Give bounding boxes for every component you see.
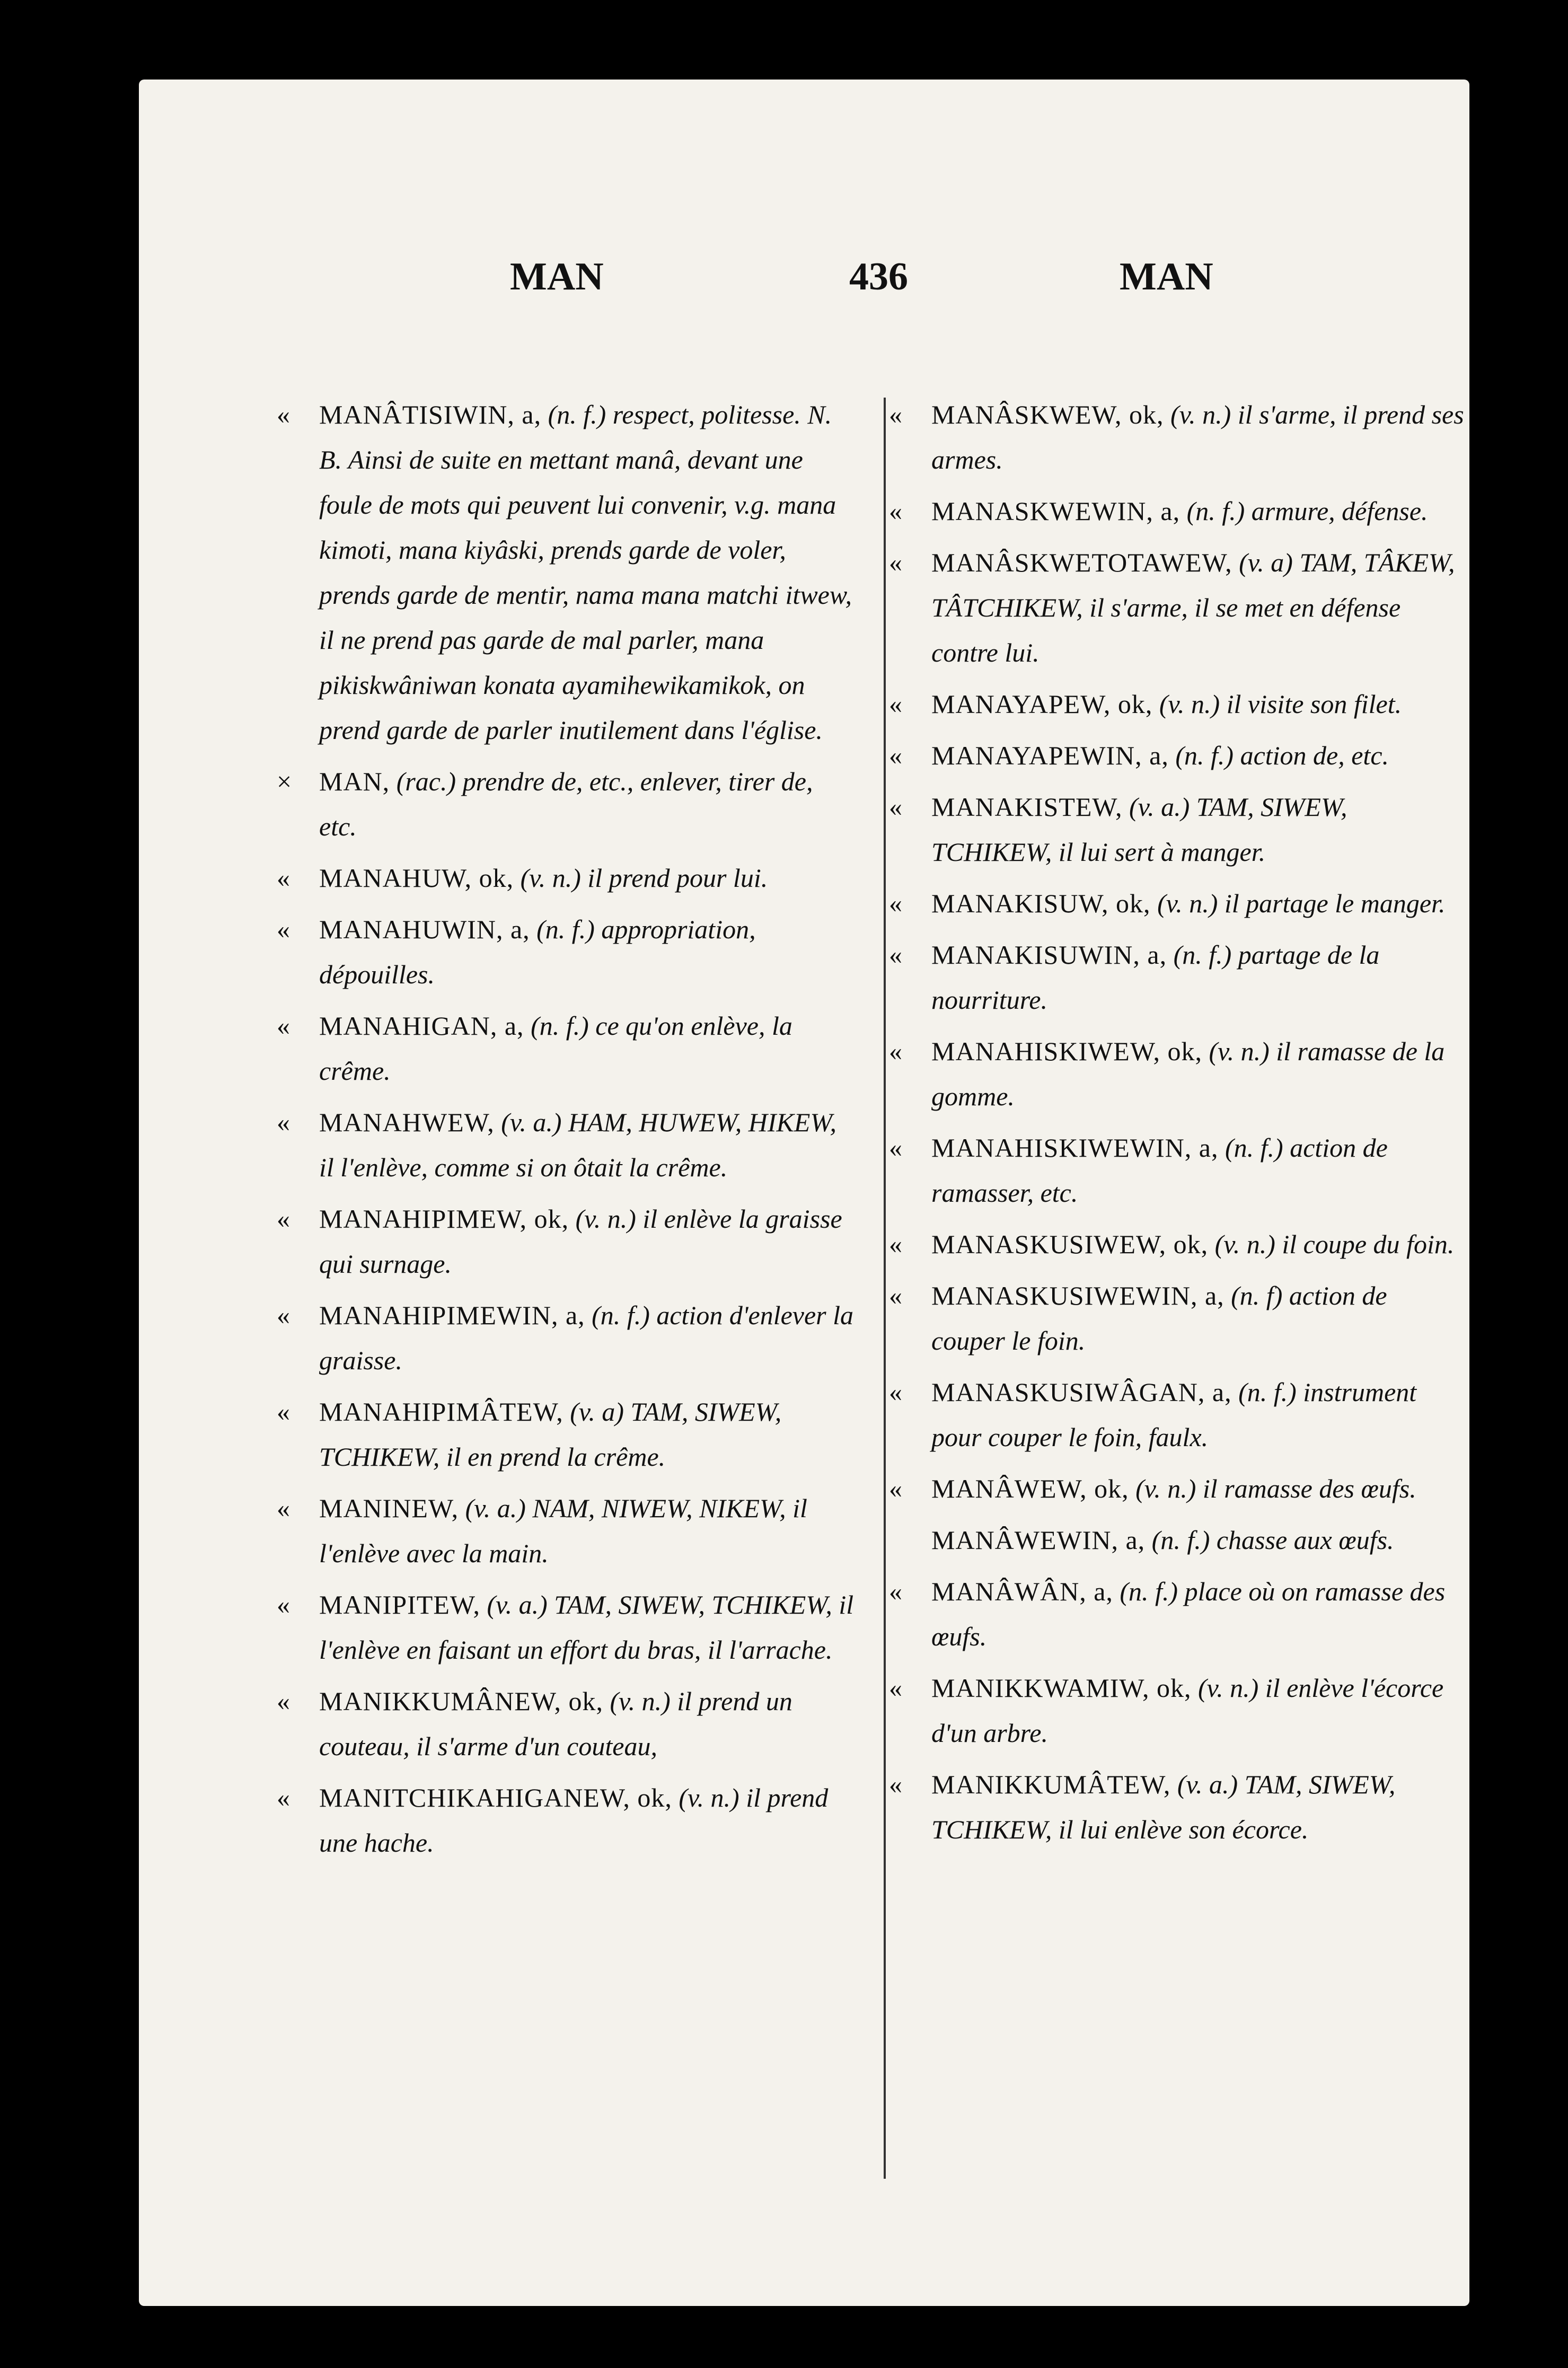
entry-headword: MANAKISUW, ok,: [931, 888, 1151, 918]
entry-headword: MANASKUSIWEW, ok,: [931, 1229, 1209, 1259]
page-header: [139, 254, 1469, 318]
dictionary-entry: [277, 1775, 855, 1865]
entry-marker: «: [889, 1133, 902, 1163]
entry-headword: MANÂWEW, ok,: [931, 1474, 1129, 1503]
entry-marker: ×: [277, 767, 292, 796]
entry-headword: MANAHIPIMEW, ok,: [319, 1204, 569, 1234]
entry-headword: MANASKUSIWÂGAN, a,: [931, 1377, 1232, 1407]
dictionary-entry: [277, 759, 855, 849]
dictionary-entry: [889, 1273, 1467, 1363]
entry-headword: MANASKWEWIN, a,: [931, 496, 1181, 526]
entry-headword: MANAKISUWIN, a,: [931, 940, 1167, 970]
entry-marker: «: [277, 1204, 290, 1234]
dictionary-entry: [889, 1370, 1467, 1460]
dictionary-entry: [889, 392, 1467, 482]
entry-headword: MAN,: [319, 767, 390, 796]
right-column: [889, 392, 1467, 1859]
entry-marker: «: [277, 1011, 290, 1041]
entry-definition: (v. a.) TAM, SIWEW, TCHIKEW, il lui sert à manger.: [931, 792, 1347, 867]
entry-marker: «: [277, 914, 290, 944]
left-column: [277, 392, 855, 1872]
dictionary-entry: [889, 1125, 1467, 1216]
entry-headword: MANÂSKWEW, ok,: [931, 400, 1164, 429]
dictionary-entry: [889, 733, 1467, 778]
entry-definition: (v. n.) il ramasse de la gomme.: [931, 1036, 1445, 1111]
entry-marker: «: [889, 741, 902, 770]
entry-definition: (v. n.) il prend pour lui.: [520, 863, 768, 893]
dictionary-entry: [889, 682, 1467, 727]
entry-marker: «: [889, 496, 902, 526]
entry-marker: «: [889, 888, 902, 918]
entry-headword: MANAHISKIWEW, ok,: [931, 1036, 1202, 1066]
dictionary-entry: [889, 932, 1467, 1023]
entry-definition: (n. f.) instrument pour couper le foin, faulx.: [931, 1377, 1417, 1452]
entry-definition: (v. n.) il prend une hache.: [319, 1783, 829, 1858]
dictionary-entry: [889, 881, 1467, 926]
dictionary-entry: [889, 1666, 1467, 1756]
entry-marker: «: [889, 1577, 902, 1606]
entry-headword: MANAYAPEWIN, a,: [931, 741, 1169, 770]
entry-headword: MANAKISTEW,: [931, 792, 1123, 822]
dictionary-entry: [277, 1582, 855, 1672]
entry-headword: MANAHIGAN, a,: [319, 1011, 524, 1041]
entry-headword: MANASKUSIWEWIN, a,: [931, 1281, 1225, 1310]
entry-definition: (n. f.) action d'enlever la graisse.: [319, 1300, 854, 1375]
entry-marker: «: [277, 1107, 290, 1137]
entry-marker: «: [889, 1281, 902, 1310]
entry-definition: (n. f.) appropriation, dépouilles.: [319, 914, 756, 989]
entry-marker: «: [277, 863, 290, 893]
entry-definition: (v. n.) il coupe du foin.: [1214, 1229, 1455, 1259]
entry-headword: MANIKKUMÂNEW, ok,: [319, 1686, 603, 1716]
entry-headword: MANAHUWIN, a,: [319, 914, 530, 944]
entry-marker: «: [889, 792, 902, 822]
dictionary-entry: [277, 392, 855, 753]
column-divider: [884, 398, 886, 2179]
entry-definition: (v. n.) il visite son filet.: [1159, 689, 1402, 719]
running-head-left: MAN: [510, 255, 604, 298]
entry-marker: «: [889, 1474, 902, 1503]
dictionary-entry: [277, 1100, 855, 1190]
entry-headword: MANAHUW, ok,: [319, 863, 514, 893]
entry-headword: MANÂWÂN, a,: [931, 1577, 1113, 1606]
entry-definition: (v. n.) il ramasse des œufs.: [1135, 1474, 1416, 1503]
entry-definition: (n. f.) partage de la nourriture.: [931, 940, 1380, 1015]
entry-definition: (rac.) prendre de, etc., enlever, tirer de, etc.: [319, 767, 813, 841]
dictionary-entry: [277, 1003, 855, 1094]
entry-headword: MANÂWEWIN, a,: [931, 1525, 1146, 1555]
entry-headword: MANAHIPIMEWIN, a,: [319, 1300, 585, 1330]
dictionary-entry: [889, 1029, 1467, 1119]
entry-headword: MANAHIPIMÂTEW,: [319, 1397, 563, 1427]
entry-marker: «: [889, 689, 902, 719]
book-page: [139, 80, 1469, 2306]
entry-marker: «: [889, 1377, 902, 1407]
entry-marker: «: [889, 1770, 902, 1799]
entry-headword: MANINEW,: [319, 1493, 459, 1523]
dictionary-entry: [889, 1569, 1467, 1659]
entry-definition: (v. a.) TAM, SIWEW, TCHIKEW, il l'enlève en faisant un effort du bras, il l'arrache.: [319, 1590, 854, 1665]
entry-headword: MANÂTISIWIN, a,: [319, 400, 542, 429]
entry-definition: (v. n.) il s'arme, il prend ses armes.: [931, 400, 1464, 474]
entry-definition: (n. f.) action de ramasser, etc.: [931, 1133, 1388, 1208]
entry-headword: MANIKKWAMIW, ok,: [931, 1673, 1192, 1703]
dictionary-entry: [910, 1518, 1467, 1563]
dictionary-entry: [277, 1679, 855, 1769]
entry-definition: (n. f.) ce qu'on enlève, la crême.: [319, 1011, 792, 1086]
entry-definition: (v. a) TAM, SIWEW, TCHIKEW, il en prend la crême.: [319, 1397, 782, 1472]
entry-definition: (v. a) TAM, TÂKEW, TÂTCHIKEW, il s'arme, il se met en défense contre lui.: [931, 548, 1455, 667]
dictionary-entry: [277, 856, 855, 901]
entry-headword: MANÂSKWETOTAWEW,: [931, 548, 1232, 577]
page-number: 436: [849, 255, 908, 298]
entry-marker: «: [889, 1673, 902, 1703]
entry-marker: «: [277, 400, 290, 429]
entry-headword: MANAHISKIWEWIN, a,: [931, 1133, 1219, 1163]
dictionary-entry: [889, 540, 1467, 675]
dictionary-entry: [277, 1389, 855, 1480]
entry-definition: (n. f.) action de, etc.: [1175, 741, 1389, 770]
entry-marker: «: [277, 1397, 290, 1427]
entry-marker: «: [889, 1229, 902, 1259]
entry-marker: «: [889, 940, 902, 970]
entry-definition: (n. f.) place où on ramasse des œufs.: [931, 1577, 1446, 1651]
entry-definition: (n. f.) armure, défense.: [1186, 496, 1428, 526]
dictionary-entry: [277, 907, 855, 997]
dictionary-entry: [889, 1466, 1467, 1511]
dictionary-entry: [889, 1222, 1467, 1267]
entry-headword: MANAYAPEW, ok,: [931, 689, 1153, 719]
entry-definition: (v. n.) il enlève la graisse qui surnage.: [319, 1204, 842, 1279]
running-head-right: MAN: [1120, 255, 1213, 298]
entry-definition: (v. n.) il enlève l'écorce d'un arbre.: [931, 1673, 1444, 1748]
entry-definition: (v. a.) TAM, SIWEW, TCHIKEW, il lui enlève son écorce.: [931, 1770, 1396, 1844]
dictionary-entry: [889, 785, 1467, 875]
dictionary-entry: [889, 1762, 1467, 1852]
entry-marker: «: [889, 1036, 902, 1066]
dictionary-entry: [889, 489, 1467, 534]
dictionary-entry: [277, 1196, 855, 1287]
entry-definition: (v. a.) NAM, NIWEW, NIKEW, il l'enlève avec la main.: [319, 1493, 807, 1568]
entry-definition: (v. a.) HAM, HUWEW, HIKEW, il l'enlève, comme si on ôtait la crême.: [319, 1107, 836, 1182]
entry-headword: MANITCHIKAHIGANEW, ok,: [319, 1783, 672, 1812]
entry-headword: MANAHWEW,: [319, 1107, 495, 1137]
entry-marker: «: [277, 1590, 290, 1619]
dictionary-entry: [277, 1486, 855, 1576]
entry-marker: «: [277, 1493, 290, 1523]
entry-definition: (n. f) action de couper le foin.: [931, 1281, 1387, 1355]
entry-marker: «: [889, 548, 902, 577]
entry-definition: (v. n.) il prend un couteau, il s'arme d'un couteau,: [319, 1686, 792, 1761]
entry-marker: «: [889, 400, 902, 429]
entry-definition: (n. f.) respect, politesse. N. B. Ainsi de suite en mettant manâ, devant une foule de mots qui peuvent lui convenir, v.g. mana kimoti, mana kiyâski, prends garde de voler, prends garde de mentir, nama mana matchi itwew, il ne prend pas garde de mal parler, mana pikiskwâniwan konata ayamihewikamikok, on prend garde de parler inutilement dans l'église.: [319, 400, 852, 745]
entry-marker: «: [277, 1686, 290, 1716]
entry-headword: MANIPITEW,: [319, 1590, 480, 1619]
entry-headword: MANIKKUMÂTEW,: [931, 1770, 1171, 1799]
dictionary-entry: [277, 1293, 855, 1383]
entry-marker: «: [277, 1300, 290, 1330]
entry-marker: «: [277, 1783, 290, 1812]
entry-definition: (n. f.) chasse aux œufs.: [1151, 1525, 1394, 1555]
entry-definition: (v. n.) il partage le manger.: [1157, 888, 1446, 918]
